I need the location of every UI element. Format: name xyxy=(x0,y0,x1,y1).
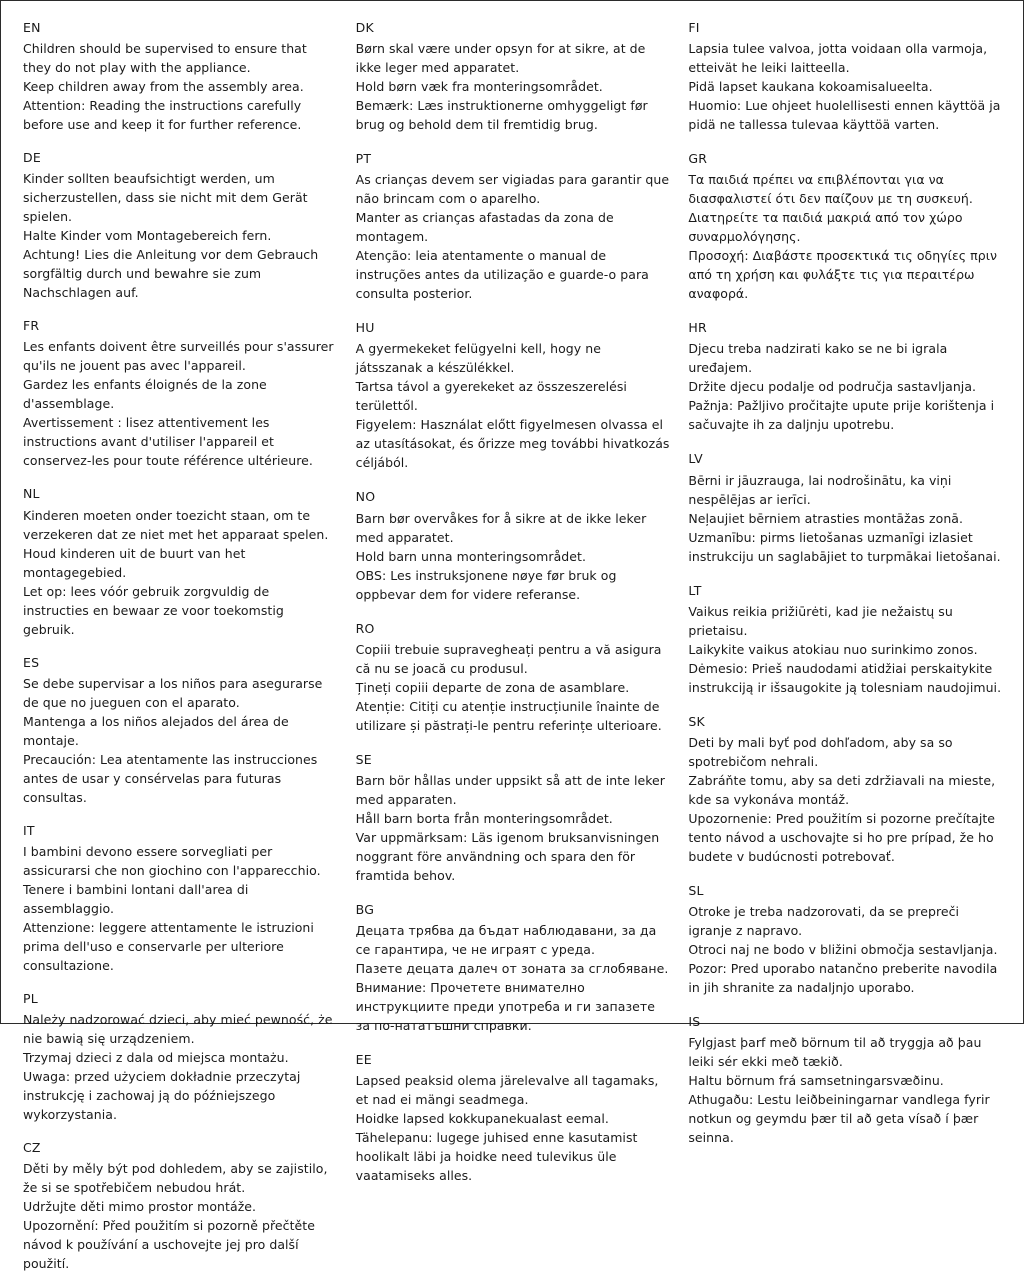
language-block-lv xyxy=(688,450,1003,565)
warning-line: Upozornenie: Pred použitím si pozorne prečítajte tento návod a uschovajte si ho pre prípad, že ho budete v budúcnosti potrebovať. xyxy=(688,810,996,864)
warning-line: Kinder sollten beaufsichtigt werden, um sicherzustellen, dass sie nicht mit dem Gerät spielen. xyxy=(23,171,308,225)
warning-line: I bambini devono essere sorvegliati per assicurarsi che non giochino con l'apparecchio. xyxy=(23,843,321,878)
warning-line: Achtung! Lies die Anleitung vor dem Gebrauch sorgfältig durch und bewahre sie zum Nachschlagen auf. xyxy=(23,247,319,301)
language-block-gr xyxy=(688,150,1003,303)
language-block-dk xyxy=(356,19,671,134)
warning-line: Należy nadzorować dzieci, aby mieć pewność, że nie bawią się urządzeniem. xyxy=(23,1011,333,1046)
warning-line: Děti by měly být pod dohledem, aby se zajistilo, že si se spotřebičem nebudou hrát. xyxy=(23,1161,328,1195)
language-text xyxy=(688,170,1003,303)
warning-line: Manter as crianças afastadas da zona de montagem. xyxy=(355,210,614,245)
language-code: FI xyxy=(688,20,700,35)
warning-line: Bērni ir jāuzrauga, lai nodrošinātu, ka viņi nespēlējas ar ierīci. xyxy=(688,472,952,507)
language-text xyxy=(356,170,671,303)
warning-line: Držite djecu podalje od područja sastavljanja. xyxy=(688,379,977,395)
language-code: SL xyxy=(688,882,704,898)
warning-line: Hoidke lapsed kokkupanekualast eemal. xyxy=(355,1111,609,1126)
language-code: FR xyxy=(23,318,40,334)
warning-line: Pidä lapset kaukana kokoamisalueelta. xyxy=(688,79,933,95)
warning-line: Children should be supervised to ensure that they do not play with the appliance. xyxy=(23,41,307,76)
warning-line: Houd kinderen uit de buurt van het montagegebied. xyxy=(23,545,246,580)
language-text xyxy=(356,39,671,134)
language-block-ro xyxy=(356,620,671,735)
language-text xyxy=(688,39,1003,134)
language-text xyxy=(688,602,1003,697)
language-text xyxy=(23,337,338,470)
language-block-it xyxy=(23,822,338,975)
language-code: PT xyxy=(355,151,372,167)
language-code: SK xyxy=(688,713,705,729)
language-code: NO xyxy=(355,489,376,505)
warning-line: Let op: lees vóór gebruik zorgvuldig de instructies en bewaar ze voor toekomstig gebruik. xyxy=(23,583,284,637)
warning-line: Athugaðu: Lestu leiðbeiningarnar vandlega fyrir notkun og geymdu þær til að geta vísað í þær seinna. xyxy=(688,1092,990,1145)
warning-line: Uwaga: przed użyciem dokładnie przeczytaj instrukcję i zachowaj ją do późniejszego wykorzystania. xyxy=(23,1068,301,1122)
warning-line: Se debe supervisar a los niños para asegurarse de que no jueguen con el aparato. xyxy=(23,675,323,710)
warning-line: A gyermekeket felügyelni kell, hogy ne játsszanak a készülékkel. xyxy=(355,341,601,376)
warning-line: Pažnja: Pažljivo pročitajte upute prije korištenja i sačuvajte ih za daljnju upotrebu. xyxy=(688,398,995,433)
language-block-bg xyxy=(356,901,671,1035)
warning-line: Uzmanību: pirms lietošanas uzmanīgi izlasiet instrukciju un saglabājiet to turpmākai lietošanai. xyxy=(688,529,1001,564)
warning-line: Djecu treba nadzirati kako se ne bi igrala uređajem. xyxy=(688,341,948,376)
warning-line: Децата трябва да бъдат наблюдавани, за да се гарантира, че не играят с уреда. xyxy=(355,922,657,957)
warning-line: Fylgjast þarf með börnum til að tryggja að þau leiki sér ekki með tækið. xyxy=(688,1035,982,1069)
language-code: HR xyxy=(688,320,707,336)
language-text xyxy=(688,339,1003,434)
language-code: HU xyxy=(355,320,375,336)
warning-line: Tenere i bambini lontani dall'area di assemblaggio. xyxy=(23,881,249,916)
language-column-1 xyxy=(23,19,338,1288)
language-block-en xyxy=(23,19,338,134)
language-block-fr xyxy=(23,317,338,470)
language-text xyxy=(23,1010,338,1124)
language-code: DK xyxy=(355,20,374,35)
language-block-no xyxy=(356,488,671,603)
warning-line: Τα παιδιά πρέπει να επιβλέπονται για να διασφαλιστεί ότι δεν παίζουν με τη συσκευή. xyxy=(688,172,973,207)
language-block-sk xyxy=(688,713,1003,866)
warning-line: As crianças devem ser vigiadas para garantir que não brincam com o aparelho. xyxy=(355,172,670,207)
language-block-pt xyxy=(356,150,671,303)
warning-line: Avertissement : lisez attentivement les instructions avant d'utiliser l'appareil et conservez-les pour toute référence ultérieure. xyxy=(23,415,313,469)
language-text xyxy=(356,921,671,1035)
warning-line: Precaución: Lea atentamente las instrucciones antes de usar y consérvelas para futuras consultas. xyxy=(23,751,318,805)
language-code: DE xyxy=(23,150,41,166)
warning-line: Attention: Reading the instructions carefully before use and keep it for further reference. xyxy=(23,98,302,133)
language-block-pl xyxy=(23,990,338,1124)
language-text xyxy=(356,339,671,472)
warning-line: Vaikus reikia prižiūrėti, kad jie nežaistų su prietaisu. xyxy=(688,603,953,638)
warning-line: Pozor: Pred uporabo natančno preberite navodila in jih shranite za nadaljnjo uporabo. xyxy=(688,960,998,995)
warning-line: Figyelem: Használat előtt figyelmesen olvassa el az utasításokat, és őrizze meg további hivatkozás céljából. xyxy=(355,417,670,471)
language-text xyxy=(23,674,338,807)
language-block-ee xyxy=(356,1051,671,1185)
language-code: RO xyxy=(355,620,375,636)
language-text xyxy=(23,169,338,302)
warning-line: Håll barn borta från monteringsområdet. xyxy=(355,810,613,826)
warning-line: Neļaujiet bērniem atrasties montāžas zonā. xyxy=(688,510,964,526)
warning-line: Laikykite vaikus atokiau nuo surinkimo zonos. xyxy=(688,641,978,657)
warning-line: Deti by mali byť pod dohľadom, aby sa so spotrebičom nehrali. xyxy=(688,734,953,769)
language-text xyxy=(23,1159,338,1273)
language-code: LT xyxy=(688,582,702,598)
language-text xyxy=(23,506,338,639)
warning-line: Otroci naj ne bodo v bližini območja sestavljanja. xyxy=(688,941,998,957)
warning-line: Bemærk: Læs instruktionerne omhyggeligt før brug og behold dem til fremtidig brug. xyxy=(355,98,648,133)
warning-line: Var uppmärksam: Läs igenom bruksanvisningen noggrant före användning och spara den för framtida behov. xyxy=(355,829,660,883)
language-block-hu xyxy=(356,319,671,472)
language-block-cz xyxy=(23,1139,338,1273)
language-code: BG xyxy=(355,901,375,917)
language-text xyxy=(688,1033,1003,1147)
language-block-hr xyxy=(688,319,1003,434)
warning-line: Tartsa távol a gyerekeket az összeszerelési területtől. xyxy=(355,379,627,414)
warning-line: Upozornění: Před použitím si pozorně přečtěte návod k používání a uschovejte jej pro další použití. xyxy=(23,1218,315,1271)
warning-line: Gardez les enfants éloignés de la zone d'assemblage. xyxy=(23,377,267,412)
language-code: IS xyxy=(688,1013,701,1029)
language-block-is xyxy=(688,1013,1003,1147)
warning-line: Διατηρείτε τα παιδιά μακριά από τον χώρο συναρμολόγησης. xyxy=(688,210,963,245)
warning-line: Huomio: Lue ohjeet huolellisesti ennen käyttöä ja pidä ne tallessa tulevaa käyttöä varten. xyxy=(688,98,1001,133)
language-code: EN xyxy=(23,20,41,35)
warning-line: Copiii trebuie supravegheați pentru a vă asigura că nu se joacă cu produsul. xyxy=(355,641,662,676)
warning-line: Les enfants doivent être surveillés pour s'assurer qu'ils ne jouent pas avec l'appareil. xyxy=(23,339,334,374)
warning-line: Udržujte děti mimo prostor montáže. xyxy=(23,1199,257,1214)
language-text xyxy=(688,471,1003,566)
warning-line: Lapsia tulee valvoa, jotta voidaan olla varmoja, etteivät he leiki laitteella. xyxy=(688,41,988,76)
warning-line: Hold børn væk fra monteringsområdet. xyxy=(355,79,603,95)
language-code: GR xyxy=(688,151,708,167)
language-code: IT xyxy=(23,822,35,838)
language-text xyxy=(23,39,338,134)
language-code: EE xyxy=(355,1051,372,1067)
language-code: LV xyxy=(688,451,703,467)
language-block-nl xyxy=(23,485,338,638)
warning-line: Tähelepanu: lugege juhised enne kasutamist hoolikalt läbi ja hoidke need tulevikus üle vaatamiseks alles. xyxy=(355,1130,638,1183)
language-code: CZ xyxy=(23,1139,41,1155)
language-text xyxy=(23,842,338,975)
warning-line: Halte Kinder vom Montagebereich fern. xyxy=(23,228,272,244)
language-text xyxy=(356,509,671,604)
warning-line: Barn bør overvåkes for å sikre at de ikke leker med apparatet. xyxy=(355,510,647,545)
warning-line: Barn bör hållas under uppsikt så att de inte leker med apparaten. xyxy=(355,772,665,807)
warning-line: Zabráňte tomu, aby sa deti zdržiavali na mieste, kde sa vykonáva montáž. xyxy=(688,772,996,807)
warning-line: Atenție: Citiți cu atenție instrucțiunile înainte de utilizare și păstrați-le pentru referințe ulterioare. xyxy=(355,698,662,733)
warning-line: Пазете децата далеч от зоната за сглобяване. xyxy=(355,960,669,976)
language-text xyxy=(356,1071,671,1185)
language-text xyxy=(356,771,671,885)
warning-line: Внимание: Прочетете внимателно инструкциите преди употреба и ги запазете за по-нататъшни справки. xyxy=(355,979,655,1033)
language-block-se xyxy=(356,751,671,885)
warning-line: Προσοχή: Διαβάστε προσεκτικά τις οδηγίες πριν από τη χρήση και φυλάξτε τις για περαιτέρω αναφορά. xyxy=(688,248,998,302)
language-columns xyxy=(23,19,1003,1271)
language-block-de xyxy=(23,149,338,302)
language-code: SE xyxy=(355,751,372,767)
language-text xyxy=(688,733,1003,866)
language-block-fi xyxy=(688,19,1003,134)
warning-line: Trzymaj dzieci z dala od miejsca montażu. xyxy=(23,1049,289,1065)
warning-line: Børn skal være under opsyn for at sikre, at de ikke leger med apparatet. xyxy=(355,41,646,76)
warning-line: Keep children away from the assembly area. xyxy=(23,79,304,95)
language-block-es xyxy=(23,654,338,807)
warning-line: Dėmesio: Prieš naudodami atidžiai perskaitykite instrukciją ir išsaugokite ją tolesniam naudojimui. xyxy=(688,660,1002,695)
warning-line: Otroke je treba nadzorovati, da se prepreči igranje z napravo. xyxy=(688,903,960,938)
language-text xyxy=(356,640,671,735)
warning-line: Lapsed peaksid olema järelevalve all tagamaks, et nad ei mängi seadmega. xyxy=(355,1073,659,1107)
warning-line: Haltu börnum frá samsetningarsvæðinu. xyxy=(688,1073,944,1088)
warning-line: Mantenga a los niños alejados del área de montaje. xyxy=(23,713,289,748)
language-block-sl xyxy=(688,882,1003,997)
language-text xyxy=(688,902,1003,997)
warning-line: Attenzione: leggere attentamente le istruzioni prima dell'uso e conservarle per ulteriore consultazione. xyxy=(23,919,314,973)
warning-line: Țineți copiii departe de zona de asamblare. xyxy=(355,679,630,695)
warning-line: Hold barn unna monteringsområdet. xyxy=(355,548,587,564)
language-code: PL xyxy=(23,990,38,1006)
language-block-lt xyxy=(688,582,1003,697)
language-code: NL xyxy=(23,486,40,502)
warning-line: OBS: Les instruksjonene nøye før bruk og oppbevar dem for videre referanse. xyxy=(355,567,617,602)
language-column-3 xyxy=(688,19,1003,1163)
warning-line: Atenção: leia atentamente o manual de instruções antes da utilização e guarde-o para consulta posterior. xyxy=(355,248,649,302)
warning-line: Kinderen moeten onder toezicht staan, om te verzekeren dat ze niet met het apparaat spelen. xyxy=(23,507,329,542)
language-code: ES xyxy=(23,654,40,670)
